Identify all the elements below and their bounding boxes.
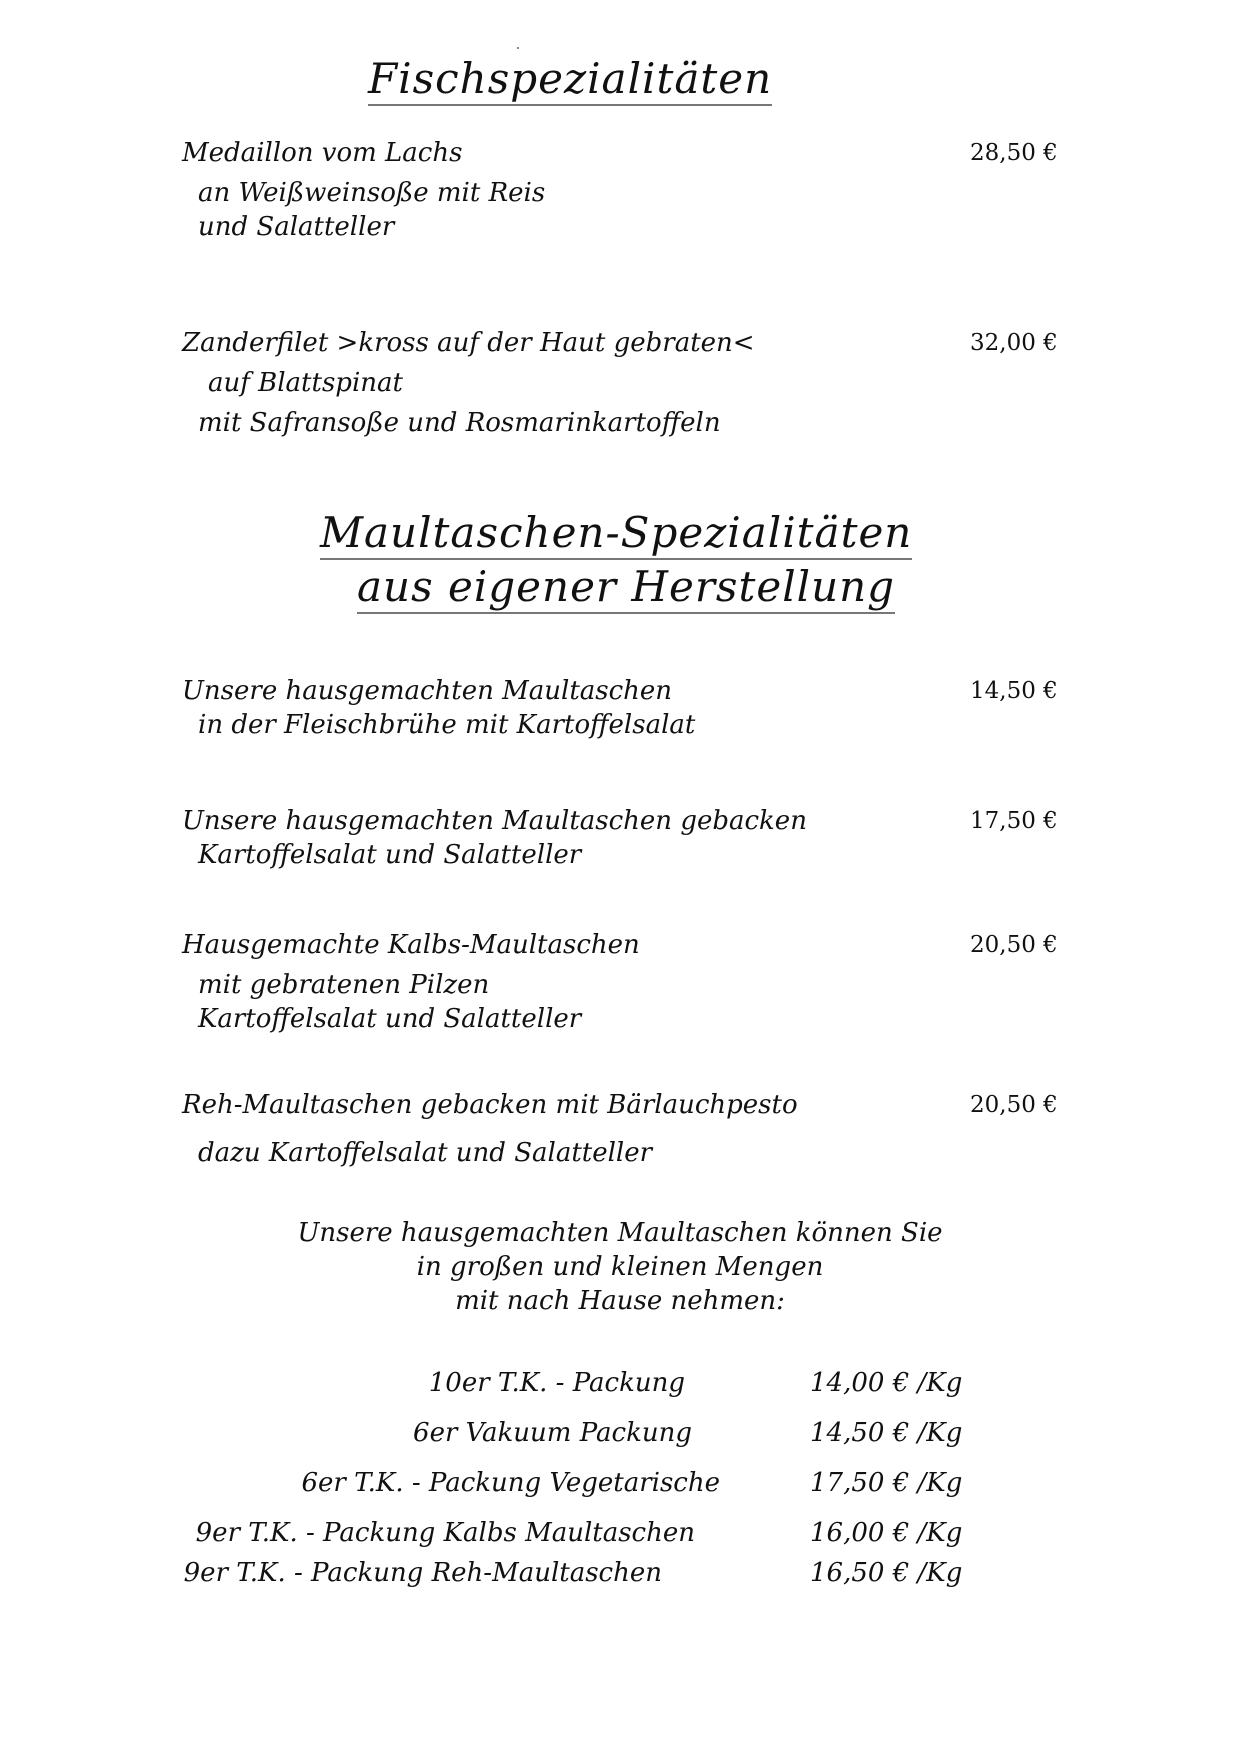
- item-price: 32,00 €: [970, 330, 1058, 356]
- item-price: 20,50 €: [970, 932, 1058, 958]
- takeaway-note-line: Unsere hausgemachten Maultaschen können Sie: [297, 1218, 943, 1248]
- scan-speck: [517, 47, 519, 49]
- package-name: 9er T.K. - Packung Kalbs Maultaschen: [195, 1518, 695, 1548]
- package-name: 10er T.K. - Packung: [428, 1368, 685, 1398]
- takeaway-note-line: mit nach Hause nehmen:: [455, 1286, 785, 1316]
- item-description: mit gebratenen Pilzen: [198, 970, 490, 1000]
- item-description: an Weißweinsoße mit Reis: [198, 178, 546, 208]
- item-description: auf Blattspinat: [208, 368, 403, 398]
- item-title: Hausgemachte Kalbs-Maultaschen: [182, 930, 640, 960]
- item-title: Reh-Maultaschen gebacken mit Bärlauchpesto: [182, 1090, 798, 1120]
- item-title: Medaillon vom Lachs: [182, 138, 463, 168]
- package-name: 9er T.K. - Packung Reh-Maultaschen: [183, 1558, 662, 1588]
- item-description: in der Fleischbrühe mit Kartoffelsalat: [198, 710, 696, 740]
- takeaway-note-line: in großen und kleinen Mengen: [416, 1252, 824, 1282]
- section-subheading-maultaschen: aus eigener Herstellung: [357, 566, 895, 614]
- item-price: 28,50 €: [970, 140, 1058, 166]
- item-price: 17,50 €: [970, 808, 1058, 834]
- package-price: 14,50 € /Kg: [810, 1418, 963, 1448]
- item-title: Unsere hausgemachten Maultaschen: [182, 676, 673, 706]
- package-price: 16,50 € /Kg: [810, 1558, 963, 1588]
- item-description: und Salatteller: [198, 212, 395, 242]
- section-heading-fish: Fischspezialitäten: [368, 58, 772, 106]
- item-description: Kartoffelsalat und Salatteller: [198, 1004, 582, 1034]
- item-price: 20,50 €: [970, 1092, 1058, 1118]
- item-title: Zanderfilet >kross auf der Haut gebraten<: [182, 328, 755, 358]
- package-price: 16,00 € /Kg: [810, 1518, 963, 1548]
- item-description: dazu Kartoffelsalat und Salatteller: [198, 1138, 653, 1168]
- item-title: Unsere hausgemachten Maultaschen gebacken: [182, 806, 807, 836]
- item-description: mit Safransoße und Rosmarinkartoffeln: [198, 408, 721, 438]
- package-price: 14,00 € /Kg: [810, 1368, 963, 1398]
- package-price: 17,50 € /Kg: [810, 1468, 963, 1498]
- package-name: 6er T.K. - Packung Vegetarische: [301, 1468, 720, 1498]
- section-heading-maultaschen: Maultaschen-Spezialitäten: [320, 512, 912, 560]
- item-description: Kartoffelsalat und Salatteller: [198, 840, 582, 870]
- package-name: 6er Vakuum Packung: [413, 1418, 692, 1448]
- item-price: 14,50 €: [970, 678, 1058, 704]
